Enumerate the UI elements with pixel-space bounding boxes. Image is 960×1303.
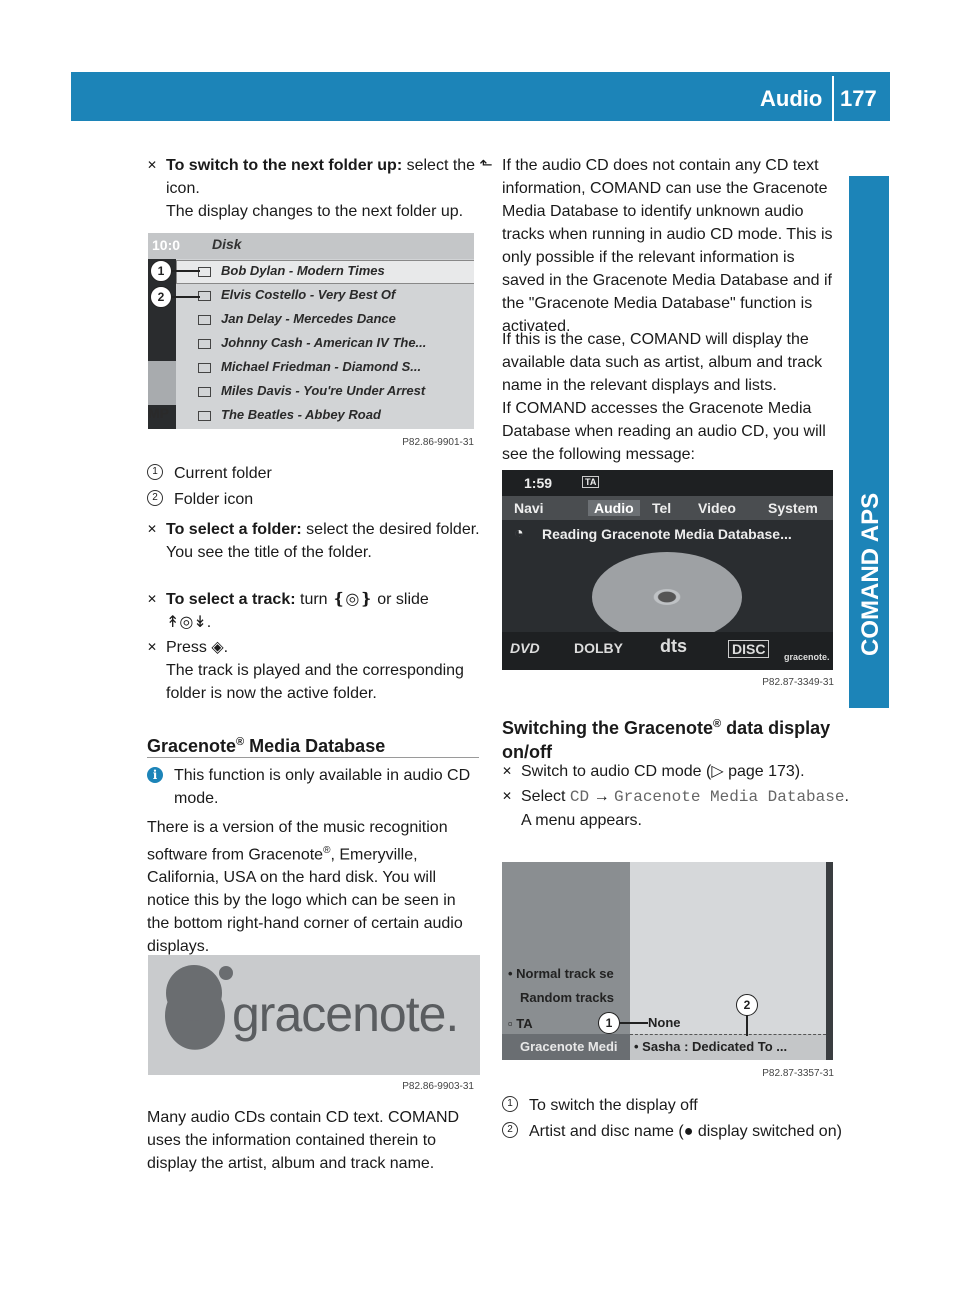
step-label: To select a track: — [166, 591, 296, 608]
para-no-cd-text: If the audio CD does not contain any CD text information, COMAND can use the Gracenote Media Database to identify unknown audio tracks when running in audio CD mode. This is only possible if the relevant information is saved in the Gracenote Media Database and if the "Gracenote Media Database" function is activated. — [502, 157, 833, 335]
dts-logo: dts — [660, 636, 687, 656]
para-cd-text: Many audio CDs contain CD text. COMAND uses the information contained therein to display the artist, album and track name. — [147, 1109, 460, 1172]
screen-left-strip-light — [148, 361, 176, 405]
step-select-folder — [147, 518, 498, 564]
page-ref-icon: ▷ — [711, 763, 724, 780]
para-gracenote-software — [147, 816, 479, 958]
step-text: Select — [521, 788, 570, 805]
turn-controller-icon: ❴◎❵ — [332, 591, 373, 608]
heading-text: Media Database — [244, 736, 386, 756]
caption-text: To switch the display off — [529, 1097, 698, 1114]
tab-video[interactable]: Video — [698, 500, 736, 516]
folder-row[interactable] — [198, 331, 468, 355]
menu-right-panel — [630, 862, 826, 1034]
tab-system[interactable]: System — [768, 500, 818, 516]
step-arrow-icon: ✕ — [147, 640, 158, 654]
menu-item-gracenote: Gracenote Media Database — [614, 788, 845, 806]
caption-number: 2 — [502, 1122, 518, 1138]
para-message: If COMAND accesses the Gracenote Media Database when reading an audio CD, you will see the following message: — [502, 400, 826, 463]
folder-row[interactable] — [198, 379, 468, 403]
step-label: To switch to the next folder up: — [166, 157, 403, 174]
tab-tel[interactable]: Tel — [652, 500, 672, 516]
folder-row[interactable] — [198, 259, 468, 283]
step-text: or slide — [372, 591, 429, 608]
caption-display-off — [502, 1094, 861, 1117]
callout-line — [618, 1022, 648, 1024]
header-separator — [832, 76, 834, 121]
heading-rule — [147, 757, 479, 758]
step-text: page 173). — [723, 763, 805, 780]
callout-line — [172, 296, 200, 298]
menu-bottom-right — [630, 1034, 826, 1060]
figure-code: P82.87-3349-31 — [762, 677, 834, 688]
info-icon: i — [147, 767, 163, 783]
caption-number: 1 — [147, 464, 163, 480]
caption-current-folder — [147, 462, 506, 485]
menu-bottom-left — [502, 1034, 630, 1060]
callout-2: 2 — [736, 994, 758, 1016]
step-arrow-icon: ✕ — [502, 764, 513, 778]
caption-number: 1 — [502, 1096, 518, 1112]
para-sup: ® — [323, 845, 331, 856]
caption-text: display switched on) — [693, 1123, 842, 1140]
folder-up-icon: ⬑ — [479, 157, 493, 174]
info-text: This function is only available in audio CD mode. — [174, 767, 471, 807]
section-heading-gracenote — [147, 730, 479, 758]
page-number: 177 — [840, 86, 877, 111]
logo-big-circle — [166, 965, 222, 1021]
callout-2: 2 — [150, 286, 172, 308]
reading-text: Reading Gracenote Media Database... — [542, 526, 792, 542]
ta-indicator: TA — [582, 476, 599, 488]
step-result: The display changes to the next folder up. — [166, 203, 464, 220]
folder-name: Elvis Costello - Very Best Of — [221, 287, 396, 302]
step-press — [147, 636, 498, 705]
menu-item-gracenote-db[interactable]: Gracenote Medi — [520, 1039, 618, 1054]
step-arrow-icon: ✕ — [147, 592, 158, 606]
cd-disc-logo: DISC — [728, 640, 769, 658]
caption-number: 2 — [147, 490, 163, 506]
screen-mode-label: MP — [148, 405, 169, 421]
section-title: Audio — [760, 86, 823, 111]
loading-icon: ◔ — [514, 525, 524, 542]
step-text: select the — [402, 157, 480, 174]
logo-small-dot — [219, 966, 233, 980]
step-arrow-icon: ✕ — [147, 158, 158, 172]
folder-row[interactable] — [198, 307, 468, 331]
folder-row[interactable] — [198, 403, 468, 427]
caption-text: Folder icon — [174, 491, 254, 508]
side-chapter-tab — [849, 176, 889, 708]
step-text: . — [223, 639, 229, 656]
callout-1: 1 — [150, 260, 172, 282]
step-text: . — [844, 788, 849, 805]
folder-icon — [198, 267, 211, 277]
folder-name: Miles Davis - You're Under Arrest — [221, 383, 426, 398]
figure-code: P82.86-9901-31 — [402, 437, 474, 448]
folder-icon — [198, 315, 211, 325]
slide-controller-icon: ↟◎↡ — [166, 614, 207, 631]
caption-artist-disc — [502, 1120, 861, 1143]
menu-arrow: → — [589, 788, 615, 805]
step-arrow-icon: ✕ — [147, 522, 158, 536]
figure-code: P82.86-9903-31 — [402, 1081, 474, 1092]
para-display-data: If this is the case, COMAND will display the available data such as artist, album and track name in the relevant displays and lists. — [502, 331, 823, 394]
side-chapter-label: COMAND APS — [857, 492, 884, 656]
step-text: icon. — [166, 180, 200, 197]
cd-disc-graphic — [592, 552, 742, 642]
screen-status-bar — [502, 470, 833, 496]
step-result: You see the title of the folder. — [166, 544, 372, 561]
caption-text: Artist and disc name ( — [529, 1123, 684, 1140]
step-switch-audio-cd — [502, 760, 853, 783]
menu-item-ta[interactable]: ▫ TA — [508, 1016, 533, 1031]
step-text: turn — [295, 591, 333, 608]
callout-1: 1 — [598, 1012, 620, 1034]
step-select-track — [147, 588, 498, 634]
gracenote-small-logo: gracenote. — [784, 652, 830, 662]
figure-code: P82.87-3357-31 — [762, 1068, 834, 1079]
step-result: The track is played and the corresponding folder is now the active folder. — [166, 662, 464, 702]
section-heading-display — [502, 712, 834, 764]
heading-text: data display on/off — [502, 718, 831, 762]
folder-name: Michael Friedman - Diamond S... — [221, 359, 422, 374]
figure-reading-screen — [502, 470, 833, 670]
gracenote-wordmark: gracenote. — [232, 986, 459, 1042]
option-artist-disc[interactable]: • Sasha : Dedicated To ... — [634, 1039, 788, 1054]
step-text: Press — [166, 639, 212, 656]
heading-sup: ® — [236, 736, 245, 748]
step-text: . — [206, 614, 212, 631]
folder-row[interactable] — [198, 355, 468, 379]
step-select-gracenote — [502, 785, 853, 832]
step-text: Switch to audio CD mode ( — [521, 763, 712, 780]
folder-name: Bob Dylan - Modern Times — [221, 263, 385, 278]
menu-item-cd: CD — [569, 788, 590, 806]
step-arrow-icon: ✕ — [502, 789, 513, 803]
folder-row[interactable] — [198, 283, 468, 307]
screen-time: 1:59 — [524, 475, 553, 491]
folder-icon — [198, 363, 211, 373]
para-text: , Emeryville, California, USA on the hard disk. You will notice this by the logo which can be seen in the bottom right-hand corner of certain audio displays. — [147, 846, 463, 956]
callout-line — [172, 270, 200, 272]
tab-audio[interactable]: Audio — [588, 500, 640, 516]
folder-name: Johnny Cash - American IV The... — [221, 335, 427, 350]
dolby-logo: DOLBY — [574, 640, 623, 656]
heading-text: Switching the Gracenote — [502, 718, 714, 738]
screen-time: 10:0 — [152, 237, 181, 253]
caption-text: Current folder — [174, 465, 272, 482]
heading-text: Gracenote — [147, 736, 237, 756]
heading-sup: ® — [713, 718, 722, 730]
folder-name: The Beatles - Abbey Road — [221, 407, 381, 422]
menu-item-random-tracks[interactable]: Random tracks — [520, 990, 614, 1005]
step-label: To select a folder: — [166, 521, 302, 538]
logo-strip — [502, 632, 833, 670]
menu-item-normal-track[interactable]: • Normal track se — [508, 966, 614, 981]
step-result: A menu appears. — [521, 812, 642, 829]
step-text: select the desired folder. — [301, 521, 480, 538]
info-note — [147, 764, 506, 810]
screen-right-strip — [826, 862, 833, 1060]
figure-gracenote-menu — [502, 862, 833, 1060]
folder-icon — [198, 339, 211, 349]
screen-title: Disk — [212, 236, 242, 252]
press-controller-icon: ◈ — [211, 639, 224, 656]
para-text: There is a version of the music recognition software from Gracenote — [147, 819, 448, 864]
figure-folder-list — [148, 233, 474, 429]
screen-title-bar — [148, 233, 474, 259]
caption-folder-icon — [147, 488, 506, 511]
bullet-dot-icon: ● — [683, 1123, 694, 1140]
screen-tab-bar — [502, 496, 833, 520]
folder-name: Jan Delay - Mercedes Dance — [221, 311, 396, 326]
dvd-logo: DVD — [510, 640, 540, 656]
tab-navi[interactable]: Navi — [514, 500, 544, 516]
folder-icon — [198, 411, 211, 421]
option-none[interactable]: None — [648, 1015, 681, 1030]
reading-message — [502, 520, 833, 548]
folder-icon — [198, 387, 211, 397]
step-next-folder — [147, 154, 498, 223]
